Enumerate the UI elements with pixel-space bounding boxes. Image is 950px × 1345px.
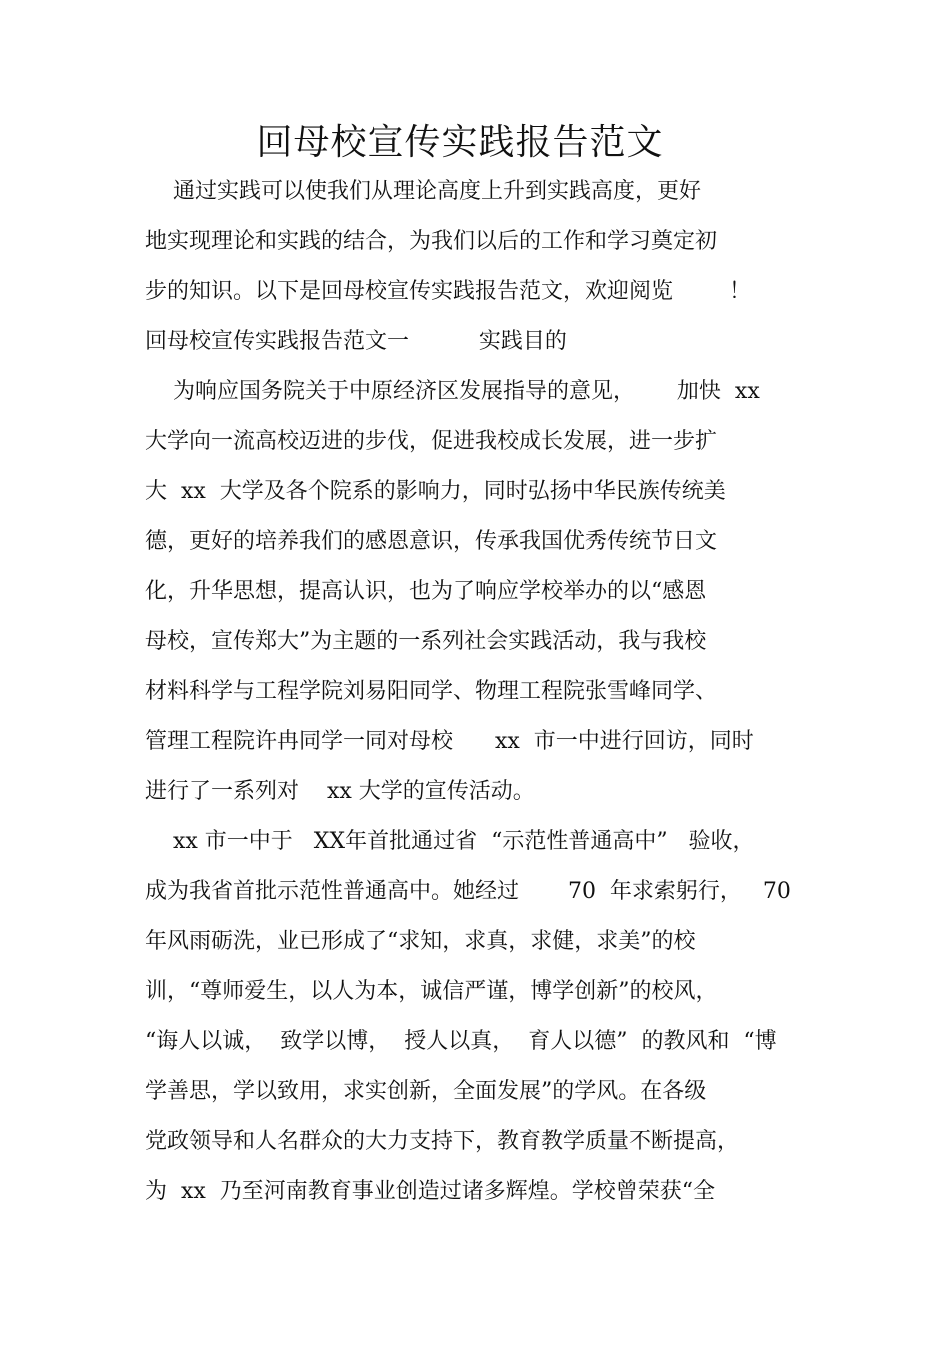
paragraph-line: 步的知识。以下是回母校宣传实践报告范文，欢迎阅览 ！ [145,279,751,304]
paragraph-line: 为响应国务院关于中原经济区发展指导的意见， 加快 xx [145,379,760,404]
paragraph-line: 材料科学与工程学院刘易阳同学、物理工程院张雪峰同学、 [145,679,718,704]
paragraph-line: 大 xx 大学及各个院系的影响力，同时弘扬中华民族传统美 [145,479,726,504]
paragraph-line: 地实现理论和实践的结合，为我们以后的工作和学习奠定初 [145,229,718,254]
paragraph-line: “诲人以诚， 致学以博， 授人以真， 育人以德” 的教风和 “博 [145,1029,777,1054]
section-heading: 回母校宣传实践报告范文一 实践目的 [145,329,567,354]
paragraph-line: 为 xx 乃至河南教育事业创造过诸多辉煌。学校曾荣获“全 [145,1179,716,1204]
paragraph-line: 德，更好的培养我们的感恩意识，传承我国优秀传统节日文 [145,529,718,554]
paragraph-line: 大学向一流高校迈进的步伐，促进我校成长发展，进一步扩 [145,429,718,454]
paragraph-line: 成为我省首批示范性普通高中。她经过 70 年求索躬行， 70 [145,879,791,904]
paragraph-line: 进行了一系列对 xx 大学的宣传活动。 [145,779,535,804]
document-title: 回母校宣传实践报告范文 [256,122,664,163]
paragraph-line: 管理工程院许冉同学一同对母校 xx 市一中进行回访，同时 [145,729,754,754]
paragraph-line: 党政领导和人名群众的大力支持下，教育教学质量不断提高， [145,1129,740,1154]
paragraph-line: 母校，宣传郑大”为主题的一系列社会实践活动，我与我校 [145,629,707,654]
paragraph-line: 年风雨砺洗，业已形成了“求知，求真，求健，求美”的校 [145,929,696,954]
paragraph-line: 学善思，学以致用，求实创新，全面发展”的学风。在各级 [145,1079,707,1104]
paragraph-line: 通过实践可以使我们从理论高度上升到实践高度，更好 [145,179,701,204]
paragraph-line: xx 市一中于 XX年首批通过省 “示范性普通高中” 验收， [145,829,755,854]
paragraph-line: 化，升华思想，提高认识，也为了响应学校举办的以“感恩 [145,579,707,604]
paragraph-line: 训，“尊师爱生，以人为本，诚信严谨，博学创新”的校风， [145,979,718,1004]
